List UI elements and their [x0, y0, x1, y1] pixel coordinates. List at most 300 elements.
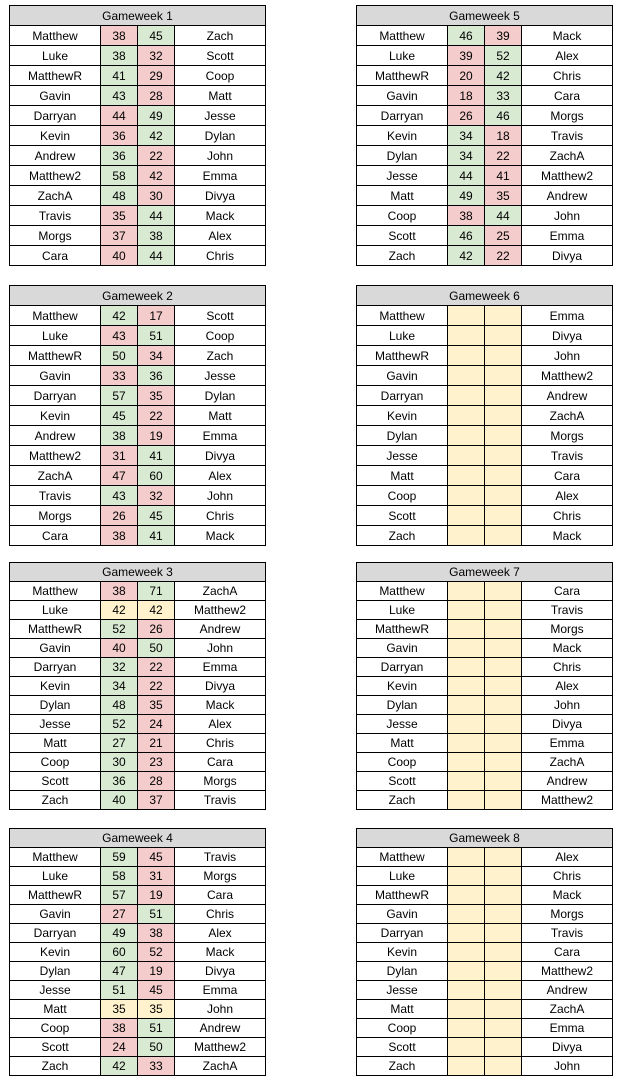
- away-team: ZachA: [522, 1000, 613, 1019]
- away-score: 45: [138, 981, 175, 1000]
- away-score: [485, 715, 522, 734]
- home-score: [448, 366, 485, 386]
- fixture-row: [10, 506, 266, 526]
- home-score: 24: [101, 1038, 138, 1057]
- away-score: 26: [138, 620, 175, 639]
- home-score: [448, 639, 485, 658]
- fixture-row: [10, 426, 266, 446]
- home-score: 26: [101, 506, 138, 526]
- gameweek-title: Gameweek 7: [357, 563, 613, 582]
- home-score: 59: [101, 848, 138, 867]
- home-score: 49: [101, 924, 138, 943]
- gameweek-title: Gameweek 2: [10, 286, 266, 306]
- home-score: [448, 506, 485, 526]
- home-score: 60: [101, 943, 138, 962]
- away-score: [485, 1019, 522, 1038]
- away-score: [485, 943, 522, 962]
- fixture-row: [357, 905, 613, 924]
- home-score: [448, 848, 485, 867]
- home-team: MatthewR: [10, 886, 101, 905]
- gameweek-table: [356, 285, 613, 546]
- away-score: [485, 466, 522, 486]
- home-team: Dylan: [357, 146, 448, 166]
- away-score: [485, 1057, 522, 1076]
- away-team: Cara: [522, 466, 613, 486]
- fixture-row: [10, 1038, 266, 1057]
- away-team: Travis: [175, 848, 266, 867]
- fixture-row: [357, 26, 613, 46]
- fixture-row: [357, 326, 613, 346]
- fixture-row: [10, 905, 266, 924]
- home-team: Kevin: [10, 677, 101, 696]
- away-team: Alex: [522, 46, 613, 66]
- away-team: Andrew: [175, 620, 266, 639]
- home-team: Scott: [357, 506, 448, 526]
- away-score: 24: [138, 715, 175, 734]
- away-score: 22: [138, 146, 175, 166]
- fixture-row: [10, 620, 266, 639]
- fixture-row: [357, 658, 613, 677]
- fixture-row: [357, 246, 613, 266]
- home-score: 42: [448, 246, 485, 266]
- home-score: 33: [101, 366, 138, 386]
- away-team: Divya: [522, 1038, 613, 1057]
- away-score: 22: [138, 658, 175, 677]
- fixture-row: [10, 486, 266, 506]
- away-score: 32: [138, 46, 175, 66]
- away-score: 19: [138, 886, 175, 905]
- home-score: 38: [101, 46, 138, 66]
- home-team: Dylan: [357, 962, 448, 981]
- away-team: Morgs: [175, 867, 266, 886]
- away-score: 31: [138, 867, 175, 886]
- home-score: 35: [101, 1000, 138, 1019]
- home-team: Matthew: [10, 26, 101, 46]
- away-team: Emma: [175, 981, 266, 1000]
- home-score: 27: [101, 734, 138, 753]
- fixture-row: [10, 406, 266, 426]
- away-score: 50: [138, 639, 175, 658]
- home-score: [448, 772, 485, 791]
- away-team: Emma: [522, 226, 613, 246]
- gameweek-table: [356, 5, 613, 266]
- home-score: [448, 1019, 485, 1038]
- away-score: [485, 366, 522, 386]
- fixture-row: [357, 582, 613, 601]
- fixture-row: [10, 386, 266, 406]
- away-score: [485, 346, 522, 366]
- fixture-row: [357, 506, 613, 526]
- away-score: 23: [138, 753, 175, 772]
- home-score: 40: [101, 639, 138, 658]
- away-score: [485, 924, 522, 943]
- home-team: Darryan: [357, 386, 448, 406]
- fixture-row: [10, 366, 266, 386]
- away-team: Cara: [175, 886, 266, 905]
- away-score: 42: [138, 601, 175, 620]
- away-score: [485, 601, 522, 620]
- away-score: 18: [485, 126, 522, 146]
- away-team: Travis: [522, 601, 613, 620]
- away-team: ZachA: [175, 1057, 266, 1076]
- fixture-row: [357, 791, 613, 810]
- away-team: Chris: [175, 246, 266, 266]
- away-score: [485, 753, 522, 772]
- fixture-row: [357, 734, 613, 753]
- away-team: Alex: [175, 924, 266, 943]
- away-score: [485, 446, 522, 466]
- away-team: Jesse: [175, 366, 266, 386]
- gameweek-title: Gameweek 4: [10, 829, 266, 848]
- home-score: 43: [101, 486, 138, 506]
- home-score: 38: [101, 1019, 138, 1038]
- fixture-row: [357, 386, 613, 406]
- home-team: Matt: [357, 734, 448, 753]
- away-team: Alex: [175, 466, 266, 486]
- away-team: Morgs: [522, 426, 613, 446]
- fixture-row: [357, 962, 613, 981]
- away-team: Mack: [522, 639, 613, 658]
- home-score: 30: [101, 753, 138, 772]
- home-team: Coop: [357, 753, 448, 772]
- away-team: Matthew2: [522, 366, 613, 386]
- home-team: Jesse: [357, 715, 448, 734]
- away-score: 34: [138, 346, 175, 366]
- away-score: 22: [138, 406, 175, 426]
- fixture-row: [357, 1057, 613, 1076]
- gameweek-title: Gameweek 5: [357, 6, 613, 26]
- away-score: 44: [138, 246, 175, 266]
- home-team: Jesse: [10, 981, 101, 1000]
- away-score: 30: [138, 186, 175, 206]
- home-score: 42: [101, 601, 138, 620]
- fixture-row: [357, 1000, 613, 1019]
- home-team: Matthew: [357, 306, 448, 326]
- home-score: 52: [101, 715, 138, 734]
- home-team: Luke: [10, 867, 101, 886]
- away-team: Coop: [175, 66, 266, 86]
- away-score: 28: [138, 772, 175, 791]
- away-team: Emma: [522, 1019, 613, 1038]
- away-score: 44: [138, 206, 175, 226]
- away-team: ZachA: [175, 582, 266, 601]
- fixture-row: [10, 639, 266, 658]
- fixture-row: [357, 226, 613, 246]
- fixture-row: [357, 126, 613, 146]
- home-score: 58: [101, 867, 138, 886]
- home-score: [448, 924, 485, 943]
- home-score: [448, 696, 485, 715]
- home-team: Coop: [10, 1019, 101, 1038]
- fixture-row: [10, 86, 266, 106]
- away-team: Matthew2: [522, 962, 613, 981]
- home-team: Darryan: [357, 658, 448, 677]
- fixture-row: [357, 943, 613, 962]
- away-team: Alex: [175, 715, 266, 734]
- home-team: Matt: [10, 1000, 101, 1019]
- away-score: [485, 848, 522, 867]
- home-team: Darryan: [10, 658, 101, 677]
- away-team: Emma: [175, 426, 266, 446]
- away-score: 51: [138, 905, 175, 924]
- home-score: [448, 867, 485, 886]
- gameweek-title: Gameweek 3: [10, 563, 266, 582]
- home-score: 47: [101, 466, 138, 486]
- away-score: [485, 658, 522, 677]
- away-score: 42: [485, 66, 522, 86]
- home-team: Gavin: [357, 86, 448, 106]
- away-team: Cara: [522, 86, 613, 106]
- away-score: [485, 772, 522, 791]
- away-team: John: [522, 1057, 613, 1076]
- away-score: 45: [138, 506, 175, 526]
- home-team: Matthew: [357, 582, 448, 601]
- away-score: 19: [138, 426, 175, 446]
- home-team: MatthewR: [357, 620, 448, 639]
- home-score: [448, 962, 485, 981]
- away-team: Mack: [175, 526, 266, 546]
- home-team: Matthew: [10, 306, 101, 326]
- away-score: 35: [138, 696, 175, 715]
- away-score: [485, 905, 522, 924]
- away-team: Alex: [522, 486, 613, 506]
- fixture-row: [357, 886, 613, 905]
- away-score: 21: [138, 734, 175, 753]
- fixture-row: [357, 446, 613, 466]
- fixture-row: [357, 426, 613, 446]
- fixture-row: [10, 226, 266, 246]
- home-score: [448, 601, 485, 620]
- home-team: Kevin: [357, 406, 448, 426]
- home-score: [448, 326, 485, 346]
- home-score: [448, 386, 485, 406]
- fixture-row: [357, 466, 613, 486]
- fixture-row: [357, 106, 613, 126]
- fixture-row: [10, 962, 266, 981]
- away-team: Mack: [522, 26, 613, 46]
- gameweek-table: [9, 285, 266, 546]
- home-team: Scott: [357, 226, 448, 246]
- away-team: Matt: [175, 406, 266, 426]
- away-score: [485, 1000, 522, 1019]
- away-score: 41: [138, 526, 175, 546]
- away-team: Chris: [175, 734, 266, 753]
- home-team: Kevin: [357, 126, 448, 146]
- home-team: Dylan: [10, 962, 101, 981]
- fixture-row: [357, 601, 613, 620]
- away-score: [485, 386, 522, 406]
- gameweek-title: Gameweek 6: [357, 286, 613, 306]
- home-score: [448, 346, 485, 366]
- fixture-row: [10, 166, 266, 186]
- home-score: 39: [448, 46, 485, 66]
- away-score: 42: [138, 126, 175, 146]
- away-score: 35: [138, 386, 175, 406]
- away-team: ZachA: [522, 406, 613, 426]
- home-score: 49: [448, 186, 485, 206]
- home-team: ZachA: [10, 466, 101, 486]
- fixture-row: [10, 66, 266, 86]
- fixture-row: [10, 715, 266, 734]
- away-team: Cara: [175, 753, 266, 772]
- fixture-row: [357, 146, 613, 166]
- home-score: [448, 486, 485, 506]
- home-team: Morgs: [10, 506, 101, 526]
- home-score: 40: [101, 246, 138, 266]
- fixture-row: [357, 772, 613, 791]
- home-score: 41: [101, 66, 138, 86]
- away-team: Emma: [522, 734, 613, 753]
- home-team: Luke: [357, 326, 448, 346]
- away-team: Divya: [522, 246, 613, 266]
- home-team: Coop: [357, 1019, 448, 1038]
- home-score: [448, 1000, 485, 1019]
- home-team: MatthewR: [357, 346, 448, 366]
- fixture-row: [357, 486, 613, 506]
- fixture-row: [357, 981, 613, 1000]
- home-team: MatthewR: [357, 886, 448, 905]
- home-score: [448, 1057, 485, 1076]
- away-team: Coop: [175, 326, 266, 346]
- fixture-row: [357, 66, 613, 86]
- away-team: Alex: [522, 677, 613, 696]
- home-score: 43: [101, 86, 138, 106]
- away-team: John: [175, 146, 266, 166]
- fixture-row: [357, 46, 613, 66]
- away-team: Chris: [175, 905, 266, 924]
- away-team: John: [175, 486, 266, 506]
- away-score: 51: [138, 1019, 175, 1038]
- home-score: [448, 620, 485, 639]
- fixture-row: [357, 620, 613, 639]
- home-team: Travis: [10, 486, 101, 506]
- away-score: 52: [485, 46, 522, 66]
- away-score: [485, 526, 522, 546]
- fixture-row: [10, 677, 266, 696]
- away-team: Dylan: [175, 386, 266, 406]
- fixture-row: [357, 715, 613, 734]
- fixture-row: [357, 86, 613, 106]
- home-team: Scott: [10, 772, 101, 791]
- home-team: Matthew: [357, 26, 448, 46]
- home-score: 44: [448, 166, 485, 186]
- home-team: Darryan: [10, 924, 101, 943]
- home-team: Luke: [10, 326, 101, 346]
- home-score: 46: [448, 226, 485, 246]
- home-team: Zach: [357, 526, 448, 546]
- away-score: 22: [485, 146, 522, 166]
- away-team: John: [522, 206, 613, 226]
- home-team: Gavin: [10, 86, 101, 106]
- home-team: Coop: [10, 753, 101, 772]
- fixture-row: [357, 1038, 613, 1057]
- away-score: 41: [485, 166, 522, 186]
- fixture-row: [10, 943, 266, 962]
- away-score: [485, 426, 522, 446]
- home-team: Zach: [357, 246, 448, 266]
- home-score: 46: [448, 26, 485, 46]
- fixture-row: [10, 848, 266, 867]
- home-score: 57: [101, 886, 138, 905]
- home-score: 38: [101, 426, 138, 446]
- away-score: [485, 677, 522, 696]
- home-team: Matt: [10, 734, 101, 753]
- fixture-row: [357, 1019, 613, 1038]
- away-team: Chris: [522, 506, 613, 526]
- fixture-row: [10, 106, 266, 126]
- away-score: [485, 981, 522, 1000]
- away-score: 35: [138, 1000, 175, 1019]
- away-score: 36: [138, 366, 175, 386]
- fixture-row: [10, 186, 266, 206]
- away-team: Cara: [522, 582, 613, 601]
- home-team: Darryan: [10, 386, 101, 406]
- away-score: 45: [138, 848, 175, 867]
- home-team: Darryan: [357, 924, 448, 943]
- home-team: Scott: [10, 1038, 101, 1057]
- away-score: 39: [485, 26, 522, 46]
- home-team: Zach: [10, 1057, 101, 1076]
- home-score: 51: [101, 981, 138, 1000]
- away-team: Divya: [522, 326, 613, 346]
- fixture-row: [10, 466, 266, 486]
- home-team: Cara: [10, 526, 101, 546]
- home-team: Gavin: [10, 905, 101, 924]
- home-score: 57: [101, 386, 138, 406]
- home-score: 42: [101, 1057, 138, 1076]
- away-team: Travis: [175, 791, 266, 810]
- away-score: 25: [485, 226, 522, 246]
- away-score: [485, 582, 522, 601]
- fixture-row: [10, 126, 266, 146]
- fixture-row: [357, 753, 613, 772]
- fixture-row: [357, 346, 613, 366]
- away-team: Zach: [175, 346, 266, 366]
- away-team: Cara: [522, 943, 613, 962]
- away-team: ZachA: [522, 146, 613, 166]
- away-team: Alex: [175, 226, 266, 246]
- home-team: Kevin: [10, 126, 101, 146]
- home-team: Morgs: [10, 226, 101, 246]
- home-score: 38: [101, 582, 138, 601]
- home-score: 37: [101, 226, 138, 246]
- away-team: Morgs: [175, 772, 266, 791]
- home-team: Darryan: [357, 106, 448, 126]
- away-score: 35: [485, 186, 522, 206]
- home-score: 35: [101, 206, 138, 226]
- away-team: Morgs: [522, 620, 613, 639]
- home-score: [448, 526, 485, 546]
- away-score: [485, 962, 522, 981]
- home-score: [448, 886, 485, 905]
- home-team: Dylan: [10, 696, 101, 715]
- away-team: Mack: [522, 526, 613, 546]
- home-score: [448, 658, 485, 677]
- fixture-row: [10, 658, 266, 677]
- fixture-row: [357, 677, 613, 696]
- home-score: 20: [448, 66, 485, 86]
- home-score: [448, 905, 485, 924]
- home-team: MatthewR: [10, 620, 101, 639]
- away-score: 33: [138, 1057, 175, 1076]
- fixture-row: [357, 848, 613, 867]
- away-team: Alex: [522, 848, 613, 867]
- home-team: Jesse: [357, 166, 448, 186]
- away-score: 52: [138, 943, 175, 962]
- away-score: [485, 791, 522, 810]
- away-team: Dylan: [175, 126, 266, 146]
- home-score: 27: [101, 905, 138, 924]
